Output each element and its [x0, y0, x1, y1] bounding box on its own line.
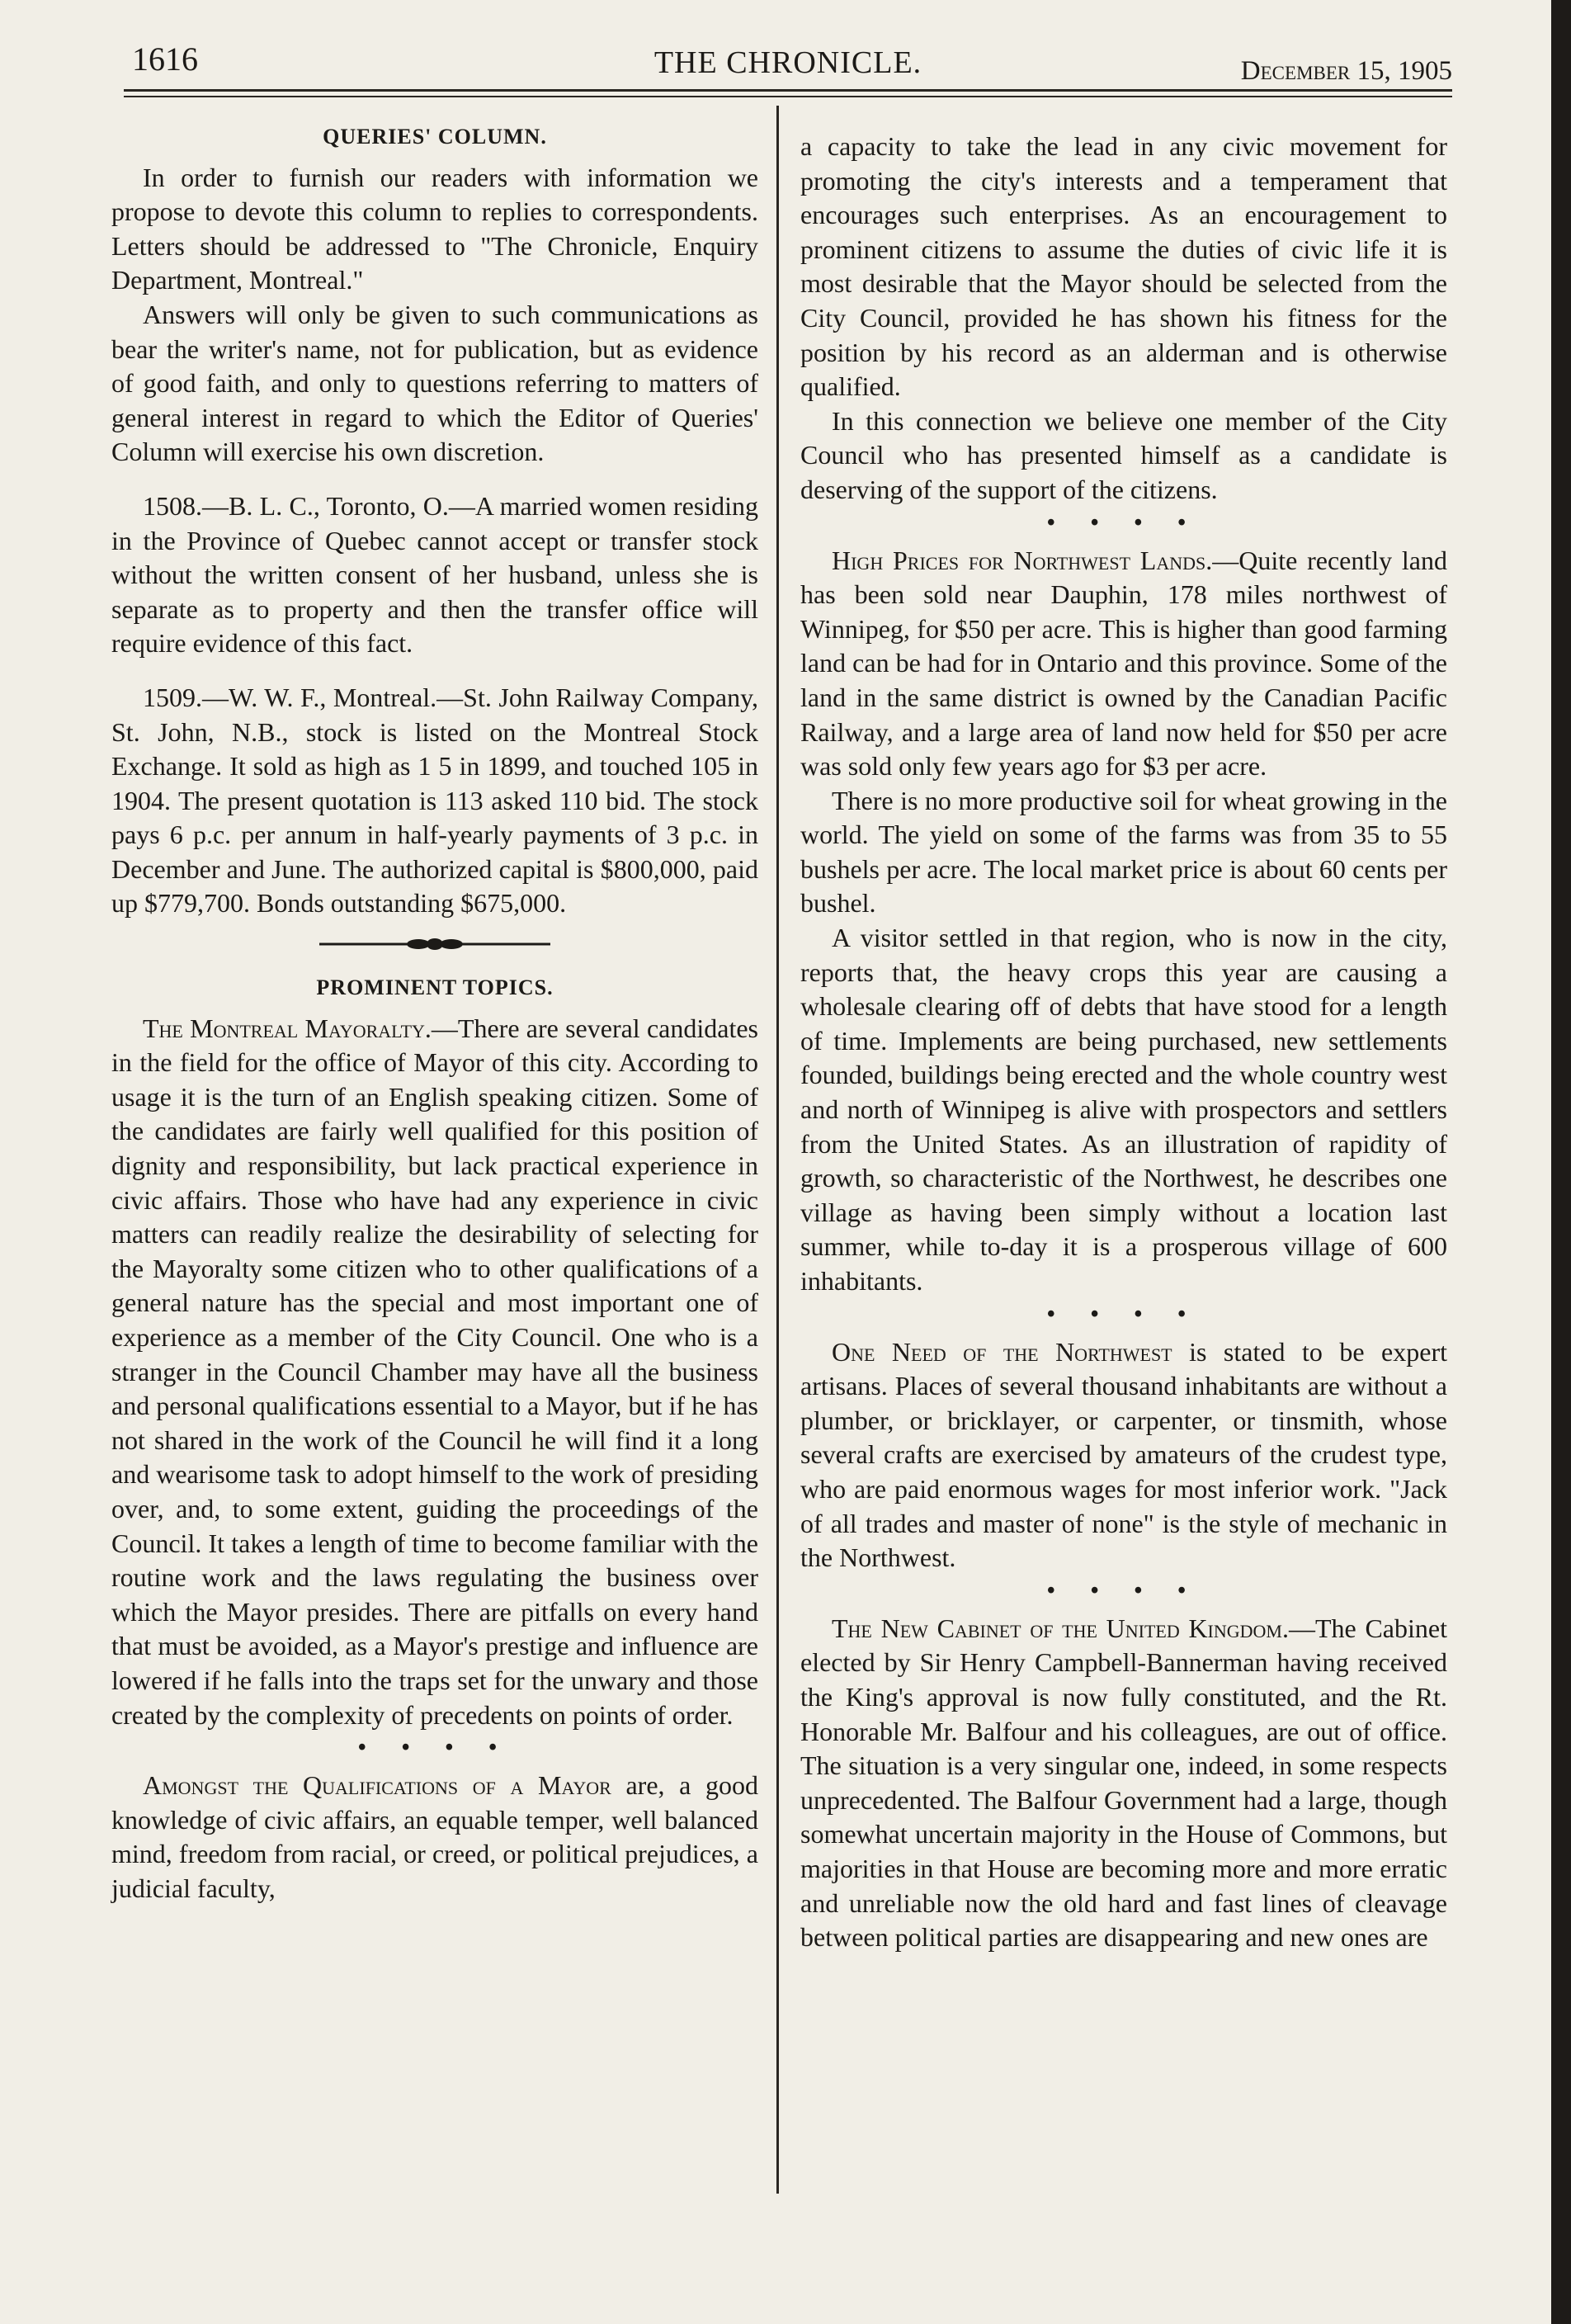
soil-paragraph: There is no more productive soil for wheat growing in the world. The yield on some of the farms was from 35 to 55 bushels per acre. The local market price is about 60 cents per bushel. — [800, 785, 1447, 919]
mayoralty-lead: The Montreal Mayoralty. — [143, 1013, 432, 1043]
query-1508: 1508.—B. L. C., Toronto, O.—A married women residing in the Province of Quebec cannot accept or transfer stock without the written consent of her husband, unless she is separate as to property and then the transfer office will require evidence of this fact. — [111, 490, 758, 659]
masthead-title: THE CHRONICLE. — [653, 45, 922, 80]
section-separator-dots: • • • • — [1046, 1577, 1201, 1604]
northwest-need-paragraph — [800, 1335, 1447, 1575]
header-rule-bottom — [124, 96, 1452, 97]
column-divider — [776, 106, 779, 2194]
northwest-need-lead: One Need of the Northwest — [832, 1336, 1172, 1367]
mayoralty-paragraph — [111, 1012, 758, 1732]
ornament-rule-icon — [319, 936, 550, 952]
cabinet-body: —The Cabinet elected by Sir Henry Campbell-Bannerman having received the King's approval is now fully constituted, and the Rt. Honorable Mr. Balfour and his colleagues, are out of office. The situation is a very singular one, indeed, in some respects unprecedented. The Balfour Government had a large, though somewhat uncertain majority in the House of Commons, but majorities in that House are becoming more and more erratic and unreliable now the old hard and fast lines of cleavage between political parties are disappearing and new ones are — [800, 1613, 1447, 1953]
queries-heading: QUERIES' COLUMN. — [323, 125, 547, 149]
topics-heading: PROMINENT TOPICS. — [316, 975, 554, 1000]
connection-paragraph: In this connection we believe one member of the City Council who has presented himself as a candidate is deserving of the support of the citizens. — [800, 405, 1447, 504]
northwest-need-body: is stated to be expert artisans. Places of several thousand inhabitants are without a plumber, or bricklayer, or carpenter, or tinsmith, whose several crafts are exercised by amateurs of the crudest type, who are paid enormous wages for most inferior work. "Jack of all trades and master of none" is the style of mechanic in the Northwest. — [800, 1336, 1447, 1573]
left-column — [111, 120, 758, 1906]
section-separator-dots: • • • • — [1046, 1301, 1201, 1327]
section-separator-dots: • • • • — [357, 1735, 512, 1761]
cabinet-paragraph — [800, 1612, 1447, 1955]
page-header — [124, 40, 1452, 89]
query-1509: 1509.—W. W. F., Montreal.—St. John Railway Company, St. John, N.B., stock is listed on the Montreal Stock Exchange. It sold as high as 1 5 in 1899, and touched 105 in 1904. The present quotation is 113 asked 110 bid. The stock pays 6 p.c. per annum in half-yearly payments of 3 p.c. in December and June. The authorized capital is $800,000, paid up $779,700. Bonds outstanding $675,000. — [111, 682, 758, 919]
header-rule-top — [124, 89, 1452, 92]
qualifications-lead: Amongst the Qualifications of a Mayor — [143, 1770, 611, 1801]
qualifications-paragraph — [111, 1769, 758, 1906]
page-number: 1616 — [132, 40, 198, 78]
northwest-lands-paragraph — [800, 544, 1447, 784]
mayoralty-body: —There are several candidates in the field for the office of Mayor of this city. According to usage it is the turn of an English speaking citizen. Some of the candidates are fairly well qualified for this position of dignity and responsibility, but lack practical experience in civic affairs. Those who have had any experience in civic matters can readily realize the desirability of selecting for the Mayoralty some citizen who to other qualifications of a general nature has the special and most important one of experience as a member of the City Council. One who is a stranger in the Council Chamber may have all the business and personal qualifications essential to a Mayor, but if he has not shared in the work of the Council he will find it a long and wearisome task to adopt himself to the work of presiding over, and, to some extent, guiding the proceedings of the Council. It takes a length of time to become familiar with the routine work and the laws regulating the business over which the Mayor presides. There are pitfalls on every hand that must be avoided, as a Mayor's prestige and influence are lowered if he falls into the traps set for the unwary and those created by the complexity of precedents on points of order. — [111, 1013, 759, 1730]
queries-rules-paragraph: Answers will only be given to such communications as bear the writer's name, not for publication, but as evidence of good faith, and only to questions referring to matters of general interest in regard to which the Editor of Queries' Column will exercise his own discretion. — [111, 299, 758, 467]
visitor-paragraph: A visitor settled in that region, who is now in the city, reports that, the heavy crops this year are causing a wholesale clearing off of debts that have stood for a length of time. Implements are being purchased, new settlements founded, buildings being erected and the whole country west and north of Winnipeg is alive with prospectors and settlers from the United States. As an illustration of rapidity of growth, so characteristic of the Northwest, he describes one village as having been simply without a location last summer, while to-day it is a prosperous village of 600 inhabitants. — [800, 923, 1447, 1296]
cabinet-lead: The New Cabinet of the United Kingdom. — [832, 1613, 1289, 1643]
scan-edge — [1551, 0, 1571, 2324]
issue-date: December 15, 1905 — [1240, 56, 1452, 86]
northwest-lands-lead: High Prices for Northwest Lands. — [832, 545, 1213, 575]
northwest-lands-body: —Quite recently land has been sold near Dauphin, 178 miles northwest of Winnipeg, for $50 per acre. This is higher than good farming land can be had for in Ontario and this province. Some of the land in the same district is owned by the Canadian Pacific Railway, and a large area of land now held for $50 per acre was sold only few years ago for $3 per acre. — [800, 545, 1448, 782]
queries-intro-paragraph: In order to furnish our readers with information we propose to devote this column to replies to correspondents. Letters should be addressed to "The Chronicle, Enquiry Department, Montreal." — [111, 162, 758, 295]
right-column — [800, 130, 1447, 1955]
section-ornament — [111, 936, 758, 952]
qualifications-body: are, a good knowledge of civic affairs, an equable temper, well balanced mind, freedom from racial, or creed, or political prejudices, a judicial faculty, — [111, 1770, 758, 1903]
mayor-continuation-paragraph: a capacity to take the lead in any civic movement for promoting the city's interests and a temperament that encourages such enterprises. As an encouragement to prominent citizens to assume the duties of civic life it is most desirable that the Mayor should be selected from the City Council, provided he has shown his fitness for the position by his record as an alderman and is otherwise qualified. — [800, 131, 1447, 402]
section-separator-dots: • • • • — [1046, 509, 1201, 536]
